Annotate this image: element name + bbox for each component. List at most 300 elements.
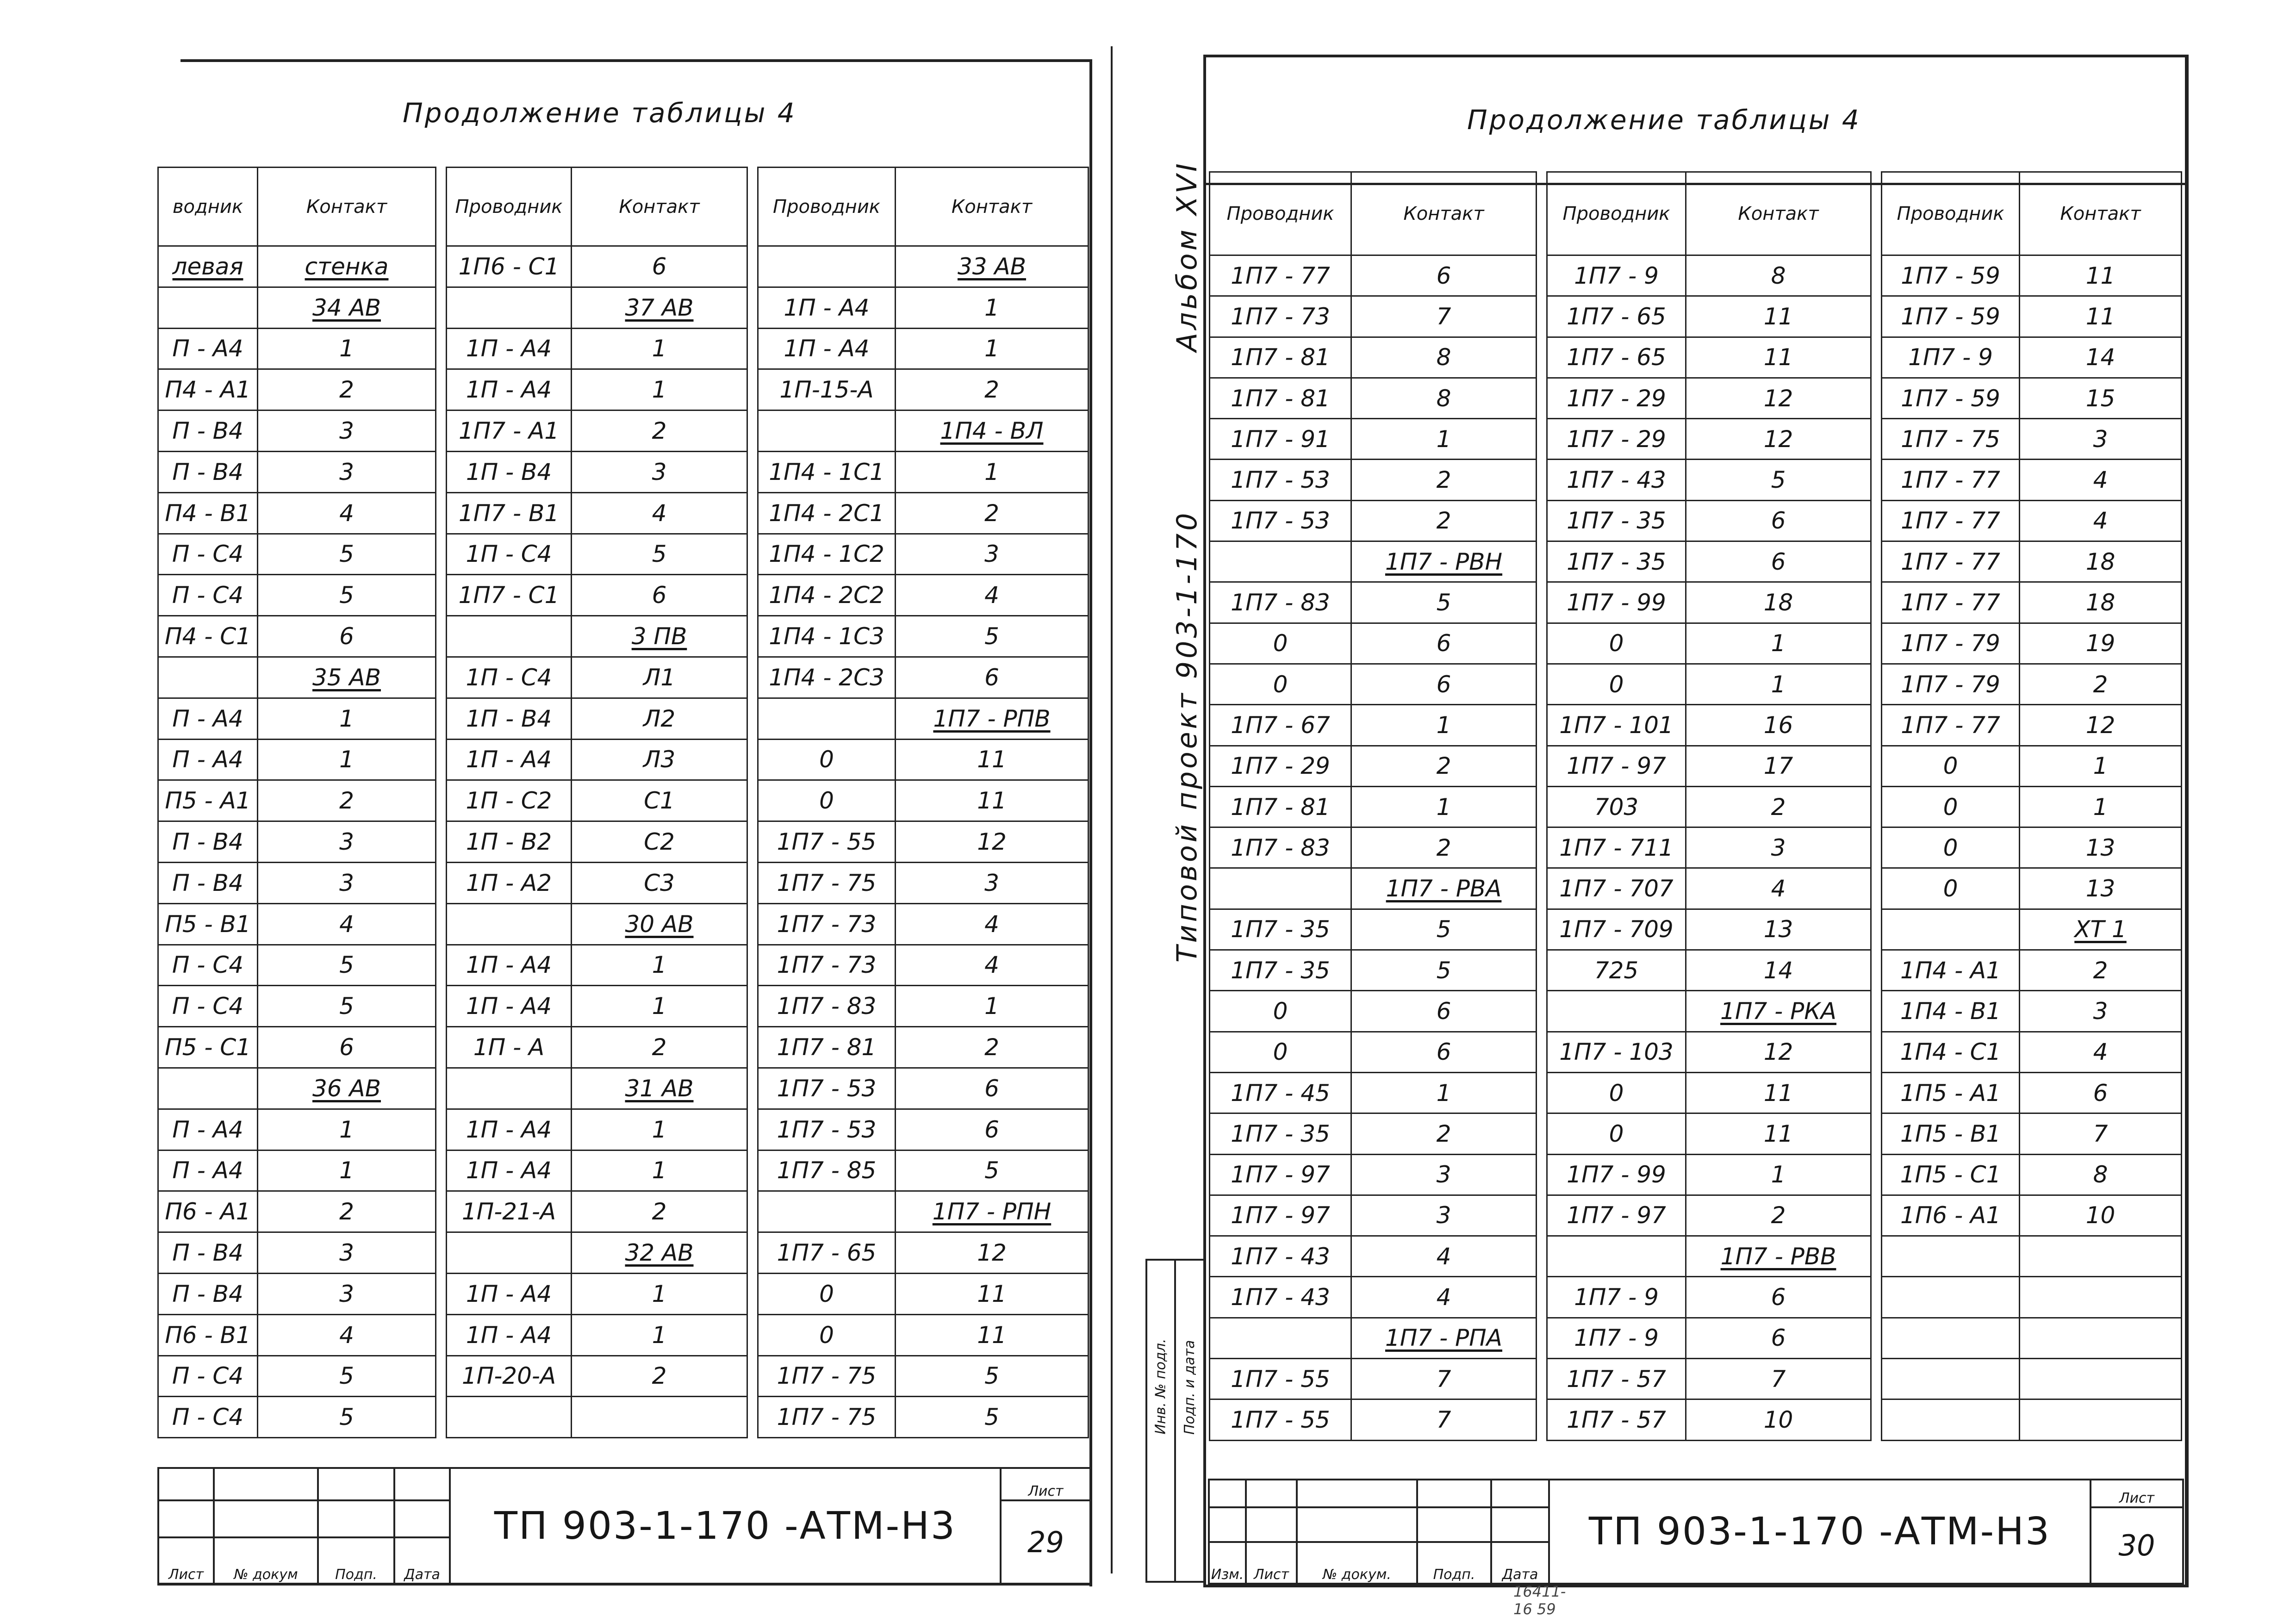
contact-cell: 3 [339,1280,354,1307]
table-row [1210,296,2182,337]
stamp-label-date: Дата [1491,1542,1549,1584]
contact-cell: 8 [1436,385,1451,412]
conductor-cell: 1П - А4 [784,294,870,321]
contact-cell: 2 [652,1198,667,1225]
table-row [158,1232,1089,1274]
table-row [1210,1072,2182,1113]
conductor-cell: 1П7 - 77 [1901,548,2000,575]
contact-cell: 1 [652,1157,667,1184]
conductor-cell: 1П-15-А [779,376,874,404]
contact-cell: 4 [984,910,999,938]
conductor-cell: 0 [1609,1120,1624,1147]
table-row [1210,1318,2182,1358]
conductor-cell: П - А4 [172,1116,243,1143]
contact-cell: 1П7 - РПА [1385,1325,1502,1352]
header-conductor: Проводник [1882,172,2020,255]
table-row [158,1273,1089,1314]
footer-note: 16411-16 59 [1513,1583,1566,1618]
contact-cell: 14 [1763,957,1793,984]
contact-cell: 14 [2085,344,2116,371]
table-row [158,986,1089,1027]
page-gutter [1111,46,1113,1573]
contact-cell: 6 [1771,1325,1786,1352]
table-row [1210,1113,2182,1154]
conductor-cell: 1П - А [473,1034,545,1061]
table-row [158,246,1089,287]
contact-cell: 1 [984,993,999,1020]
table-row [1210,705,2182,746]
contact-cell: 10 [2085,1202,2116,1229]
contact-cell: 13 [1763,916,1793,943]
contact-cell: 4 [339,1321,354,1349]
conductor-cell: 1П7 - 9 [1574,1284,1659,1311]
contact-cell: 1 [339,1157,354,1184]
contact-cell: 12 [977,828,1007,856]
contact-cell: 5 [984,1362,999,1390]
conductor-cell: 1П7 - 67 [1231,711,1330,739]
conductor-cell: 1П - А4 [466,1280,552,1307]
conductor-cell: 0 [1609,671,1624,698]
conductor-cell: 1П7 - 97 [1231,1202,1330,1229]
conductor-cell: 1П-20-А [461,1362,556,1390]
table-row [158,1068,1089,1109]
conductor-cell: 1П7 - 81 [1231,344,1330,371]
stamp-label-signature: Подп. [1417,1542,1491,1584]
stamp-label-signature: Подп. [318,1537,394,1584]
table-row [1210,460,2182,500]
contact-cell: 4 [1771,875,1786,902]
conductor-cell: 1П7 - 97 [1567,1202,1666,1229]
table-row [1210,909,2182,950]
conductor-cell: П5 - В1 [165,910,251,938]
contact-cell: 12 [2085,711,2116,739]
header-contact: Контакт [896,168,1089,246]
conductor-cell: 1П7 - 77 [1901,466,2000,494]
contact-cell: 4 [984,582,999,609]
conductor-cell: 1П7 - 77 [1901,507,2000,535]
conductor-cell: 1П - А4 [466,1321,552,1349]
table-row [1210,1359,2182,1399]
contact-cell: 1 [1771,1161,1786,1188]
stamp-label-sheet: Лист [1246,1542,1297,1584]
contact-cell: 6 [1771,507,1786,535]
conductor-cell: 1П5 - А1 [1900,1079,2001,1107]
contact-cell: 1 [1771,630,1786,657]
contact-cell: 6 [2093,1079,2108,1107]
contact-cell: 12 [1763,385,1793,412]
conductor-cell: 1П7 - 59 [1901,303,2000,330]
conductor-cell: 1П7 - 59 [1901,385,2000,412]
sheet-number: 29 [1001,1500,1091,1584]
contact-cell: 1 [652,1280,667,1307]
table-row [1210,582,2182,623]
contact-cell: 11 [977,787,1007,815]
conductor-cell: 1П7 - 75 [777,1362,877,1390]
contact-cell: 18 [1763,589,1793,616]
conductor-cell: 1П-21-А [461,1198,556,1225]
stamp-label-docnum: № докум. [1297,1542,1417,1584]
contact-cell: Л1 [643,664,676,691]
contact-cell: 2 [1436,1120,1451,1147]
table-row [1210,1032,2182,1072]
conductor-cell: 1П7 - 35 [1231,1120,1330,1147]
table-row [1210,786,2182,827]
conductor-cell: 1П7 - 711 [1559,834,1674,861]
table-row [1210,500,2182,541]
contact-cell: 5 [339,1404,354,1431]
table-row [158,534,1089,575]
contact-cell: 7 [1436,1406,1451,1433]
title-block [157,1467,1092,1585]
contact-cell: 1 [2093,793,2108,821]
conductor-cell: 1П7 - 81 [777,1034,877,1061]
conductor-cell: П - В4 [172,417,243,445]
conductor-cell: 1П7 - 65 [1567,303,1666,330]
conductor-cell: 1П7 - 81 [1231,385,1330,412]
conductor-cell: 1П7 - 35 [1231,957,1330,984]
conductor-cell: 1П7 - 83 [777,993,877,1020]
contact-cell: 4 [2093,466,2108,494]
conductor-cell: П - С4 [172,1404,244,1431]
contact-cell: 1 [652,1321,667,1349]
conductor-cell: 1П7 - В1 [458,499,560,527]
header-contact: Контакт [258,168,436,246]
conductor-cell: 1П6 - С1 [458,253,560,280]
contact-cell: 3 [652,458,667,485]
contact-cell: 2 [1436,466,1451,494]
conductor-cell: 1П7 - 57 [1567,1406,1666,1433]
conductor-cell: 0 [1943,793,1958,821]
contact-cell: 31 АВ [625,1075,694,1102]
conductor-cell: П4 - В1 [165,499,251,527]
table-row [158,903,1089,945]
contact-cell: 5 [1436,957,1451,984]
table-row [1210,991,2182,1032]
contact-cell: 3 [339,869,354,896]
sheet-label: Лист [2091,1480,2183,1507]
conductor-cell: П - С4 [172,541,244,568]
contact-cell: 4 [652,499,667,527]
contact-cell: 1 [984,458,999,485]
contact-cell: 1П7 - РВН [1385,548,1503,575]
table-row [1210,1277,2182,1318]
contact-cell: 6 [984,1116,999,1143]
table-row [158,410,1089,452]
contact-cell: 3 [984,869,999,896]
conductor-cell: 1П7 - 85 [777,1157,877,1184]
contact-cell: 4 [339,499,354,527]
table-row [1210,1236,2182,1277]
conductor-cell: 1П - С4 [466,541,552,568]
contact-cell: 32 АВ [625,1239,694,1267]
conductor-cell: П - В4 [172,1239,243,1267]
contact-cell: 11 [1763,1079,1793,1107]
table-row [158,657,1089,698]
contact-cell: 11 [1763,1120,1793,1147]
conductor-cell: 703 [1594,793,1639,821]
contact-cell: 5 [339,951,354,979]
conductor-cell: 1П7 - 91 [1231,425,1330,453]
contact-cell: 6 [339,1034,354,1061]
contact-cell: 6 [1436,997,1451,1025]
table-row [1210,868,2182,909]
conductor-cell: 1П - А4 [466,1157,552,1184]
conductor-cell: 1П4 - С1 [1900,1038,2001,1066]
contact-cell: 6 [339,623,354,650]
conductor-cell: П - С4 [172,1362,244,1390]
conductor-cell: 1П - А4 [466,746,552,773]
contact-cell: 1 [652,951,667,979]
table-row [1210,419,2182,460]
contact-cell: 7 [1436,1365,1451,1393]
contact-cell: 1П7 - РВВ [1720,1243,1836,1270]
conductor-cell: 1П5 - В1 [1900,1120,2001,1147]
conductor-cell: 0 [1943,875,1958,902]
header-contact: Контакт [572,168,747,246]
conductor-cell: 1П7 - 65 [777,1239,877,1267]
contact-cell: 2 [1771,1202,1786,1229]
conductor-cell: П5 - А1 [165,787,251,815]
table-row [158,739,1089,780]
table-row [1210,378,2182,418]
conductor-cell: 1П7 - 43 [1231,1284,1330,1311]
table-row [158,1109,1089,1150]
table-row [158,1356,1089,1397]
conductor-cell: 1П7 - 55 [1231,1365,1330,1393]
contact-cell: 17 [1763,752,1793,780]
contact-cell: 1 [2093,752,2108,780]
page-title: Продолжение таблицы 4 [403,97,796,129]
conductor-cell: 1П7 - 103 [1559,1038,1674,1066]
conductor-cell: 1П7 - 75 [1901,425,2000,453]
conductor-cell: 1П7 - 97 [1567,752,1666,780]
side-stamp [1145,1259,1205,1583]
conductor-cell: 1П7 - А1 [458,417,560,445]
conductor-cell: 1П7 - 43 [1567,466,1666,494]
contact-cell: 1 [652,993,667,1020]
conductor-cell: 1П - С4 [466,664,552,691]
conductor-cell: 1П7 - С1 [458,582,560,609]
contact-cell: Л2 [643,705,676,732]
table-row [158,287,1089,328]
contact-cell: 1П7 - РПВ [933,705,1051,732]
conductor-cell: 1П7 - 53 [1231,466,1330,494]
contact-cell: 4 [339,910,354,938]
contact-cell: 2 [339,787,354,815]
conductor-cell: 1П7 - 35 [1231,916,1330,943]
conductor-cell: 0 [1609,1079,1624,1107]
conductor-cell: П - А4 [172,1157,243,1184]
contact-cell: 11 [2085,303,2116,330]
contact-cell: 1 [652,335,667,362]
conductor-cell: 1П7 - 53 [777,1075,877,1102]
contact-cell: 3 [339,458,354,485]
contact-cell: 5 [339,541,354,568]
contact-cell: 2 [339,1198,354,1225]
conductor-cell: 1П7 - 9 [1908,344,1993,371]
conductor-cell: 1П4 - 2С3 [769,664,884,691]
contact-cell: 1 [1436,1079,1451,1107]
contact-cell: 8 [1436,344,1451,371]
contact-cell: 36 АВ [312,1075,381,1102]
wiring-table [157,167,1089,1438]
contact-cell: 1 [339,335,354,362]
conductor-cell: 1П - С2 [466,787,552,815]
contact-cell: 6 [652,253,667,280]
contact-cell: 2 [339,376,354,404]
contact-cell: Л3 [643,746,676,773]
conductor-cell: 1П7 - 73 [777,951,877,979]
table-row [158,492,1089,534]
conductor-cell: 1П7 - 55 [777,828,877,856]
conductor-cell: 0 [1609,630,1624,657]
contact-cell: 2 [1436,507,1451,535]
contact-cell: 1 [652,376,667,404]
contact-cell: 13 [2085,834,2116,861]
contact-cell: 5 [1771,466,1786,494]
table-row [1210,827,2182,868]
contact-cell: 2 [984,1034,999,1061]
conductor-cell: 1П4 - 2С2 [769,582,884,609]
conductor-cell: 1П7 - 83 [1231,834,1330,861]
sheet-number: 30 [2091,1507,2183,1584]
conductor-cell: 0 [1273,671,1288,698]
conductor-cell: 1П - А4 [466,335,552,362]
stamp-label-docnum: № докум [214,1537,318,1584]
contact-cell: 33 АВ [957,253,1027,280]
conductor-cell: 0 [1943,834,1958,861]
contact-cell: 4 [2093,507,2108,535]
contact-cell: 11 [2085,262,2116,289]
page-title: Продолжение таблицы 4 [1467,104,1861,136]
conductor-cell: 1П - А4 [466,951,552,979]
contact-cell: 7 [1436,303,1451,330]
conductor-cell: 1П4 - В1 [1900,997,2001,1025]
conductor-cell: 1П7 - 9 [1574,1325,1659,1352]
conductor-cell: П4 - А1 [165,376,251,404]
contact-cell: 3 [2093,997,2108,1025]
contact-cell: 16 [1763,711,1793,739]
header-conductor: Проводник [758,168,896,246]
contact-cell: 3 [1436,1202,1451,1229]
header-conductor: Проводник [447,168,572,246]
contact-cell: 3 [2093,425,2108,453]
conductor-cell: 1П7 - 79 [1901,630,2000,657]
contact-cell: С3 [644,869,675,896]
conductor-cell: 1П4 - А1 [1900,957,2001,984]
contact-cell: 6 [1436,671,1451,698]
contact-cell: 6 [1436,262,1451,289]
contact-cell: 18 [2085,548,2116,575]
contact-cell: 35 АВ [312,664,381,691]
contact-cell: 11 [977,1321,1007,1349]
contact-cell: 6 [1771,1284,1786,1311]
header-conductor: Проводник [1547,172,1686,255]
contact-cell: 6 [1771,548,1786,575]
table-row [1210,950,2182,991]
contact-cell: 1 [1436,793,1451,821]
table-row [1210,1399,2182,1440]
contact-cell: 7 [1771,1365,1786,1393]
conductor-cell: 1П7 - 77 [1231,262,1330,289]
table-row [158,862,1089,903]
contact-cell: 1 [339,746,354,773]
contact-cell: 3 [339,417,354,445]
contact-cell: 1П7 - РКА [1720,997,1836,1025]
project-label: Типовой проект 903-1-170 [1171,510,1203,963]
table-row [158,575,1089,616]
table-row [1210,541,2182,582]
conductor-cell: 1П7 - 77 [1901,711,2000,739]
side-label-inventory: Инв. № подл. [1152,1338,1169,1434]
table-row [1210,1195,2182,1236]
conductor-cell: 1П7 - 9 [1574,262,1659,289]
contact-cell: 12 [977,1239,1007,1267]
conductor-cell: 1П7 - 35 [1567,507,1666,535]
conductor-cell: 1П4 - 2С1 [769,499,884,527]
conductor-cell: П - А4 [172,705,243,732]
conductor-cell: 0 [1273,630,1288,657]
contact-cell: 5 [1436,589,1451,616]
conductor-cell: 1П6 - А1 [1900,1202,2001,1229]
conductor-cell: П - В4 [172,828,243,856]
conductor-cell: 725 [1594,957,1639,984]
contact-cell: 2 [652,417,667,445]
contact-cell: 4 [2093,1038,2108,1066]
conductor-cell: 1П7 - 65 [1567,344,1666,371]
conductor-cell: 1П - В4 [466,705,552,732]
contact-cell: 7 [2093,1120,2108,1147]
conductor-cell: П4 - С1 [165,623,251,650]
conductor-cell: 1П4 - 1С2 [769,541,884,568]
conductor-cell: П6 - В1 [165,1321,251,1349]
right-border [1089,59,1092,1586]
conductor-cell: 1П7 - 35 [1567,548,1666,575]
header-conductor: водник [158,168,258,246]
contact-cell: 15 [2085,385,2116,412]
conductor-cell: 1П - В2 [466,828,552,856]
conductor-cell: 1П4 - 1С1 [769,458,884,485]
table-row [1210,623,2182,664]
contact-cell: 1 [1436,425,1451,453]
contact-cell: 1 [984,294,999,321]
contact-cell: 4 [1436,1284,1451,1311]
contact-cell: 3 [339,1239,354,1267]
contact-cell: 2 [2093,957,2108,984]
conductor-cell: 0 [819,787,834,815]
contact-cell: 4 [1436,1243,1451,1270]
table-row [158,1191,1089,1232]
table-row [1210,255,2182,296]
conductor-cell: 1П7 - 55 [1231,1406,1330,1433]
contact-cell: 11 [977,746,1007,773]
conductor-cell: 1П7 - 43 [1231,1243,1330,1270]
conductor-cell: 1П7 - 53 [777,1116,877,1143]
conductor-cell: П - В4 [172,1280,243,1307]
conductor-cell: 1П7 - 79 [1901,671,2000,698]
contact-cell: 2 [1436,834,1451,861]
conductor-cell: 1П5 - С1 [1900,1161,2001,1188]
conductor-cell: 1П - А2 [466,869,552,896]
title-block [1208,1479,2184,1585]
table-row [158,1027,1089,1068]
contact-cell: 2 [1436,752,1451,780]
contact-cell: 6 [984,664,999,691]
contact-cell: 5 [984,1157,999,1184]
conductor-cell: 1П7 - 29 [1567,425,1666,453]
contact-cell: 6 [984,1075,999,1102]
document-code: ТП 903-1-170 -АТМ-Н3 [450,1468,1001,1584]
